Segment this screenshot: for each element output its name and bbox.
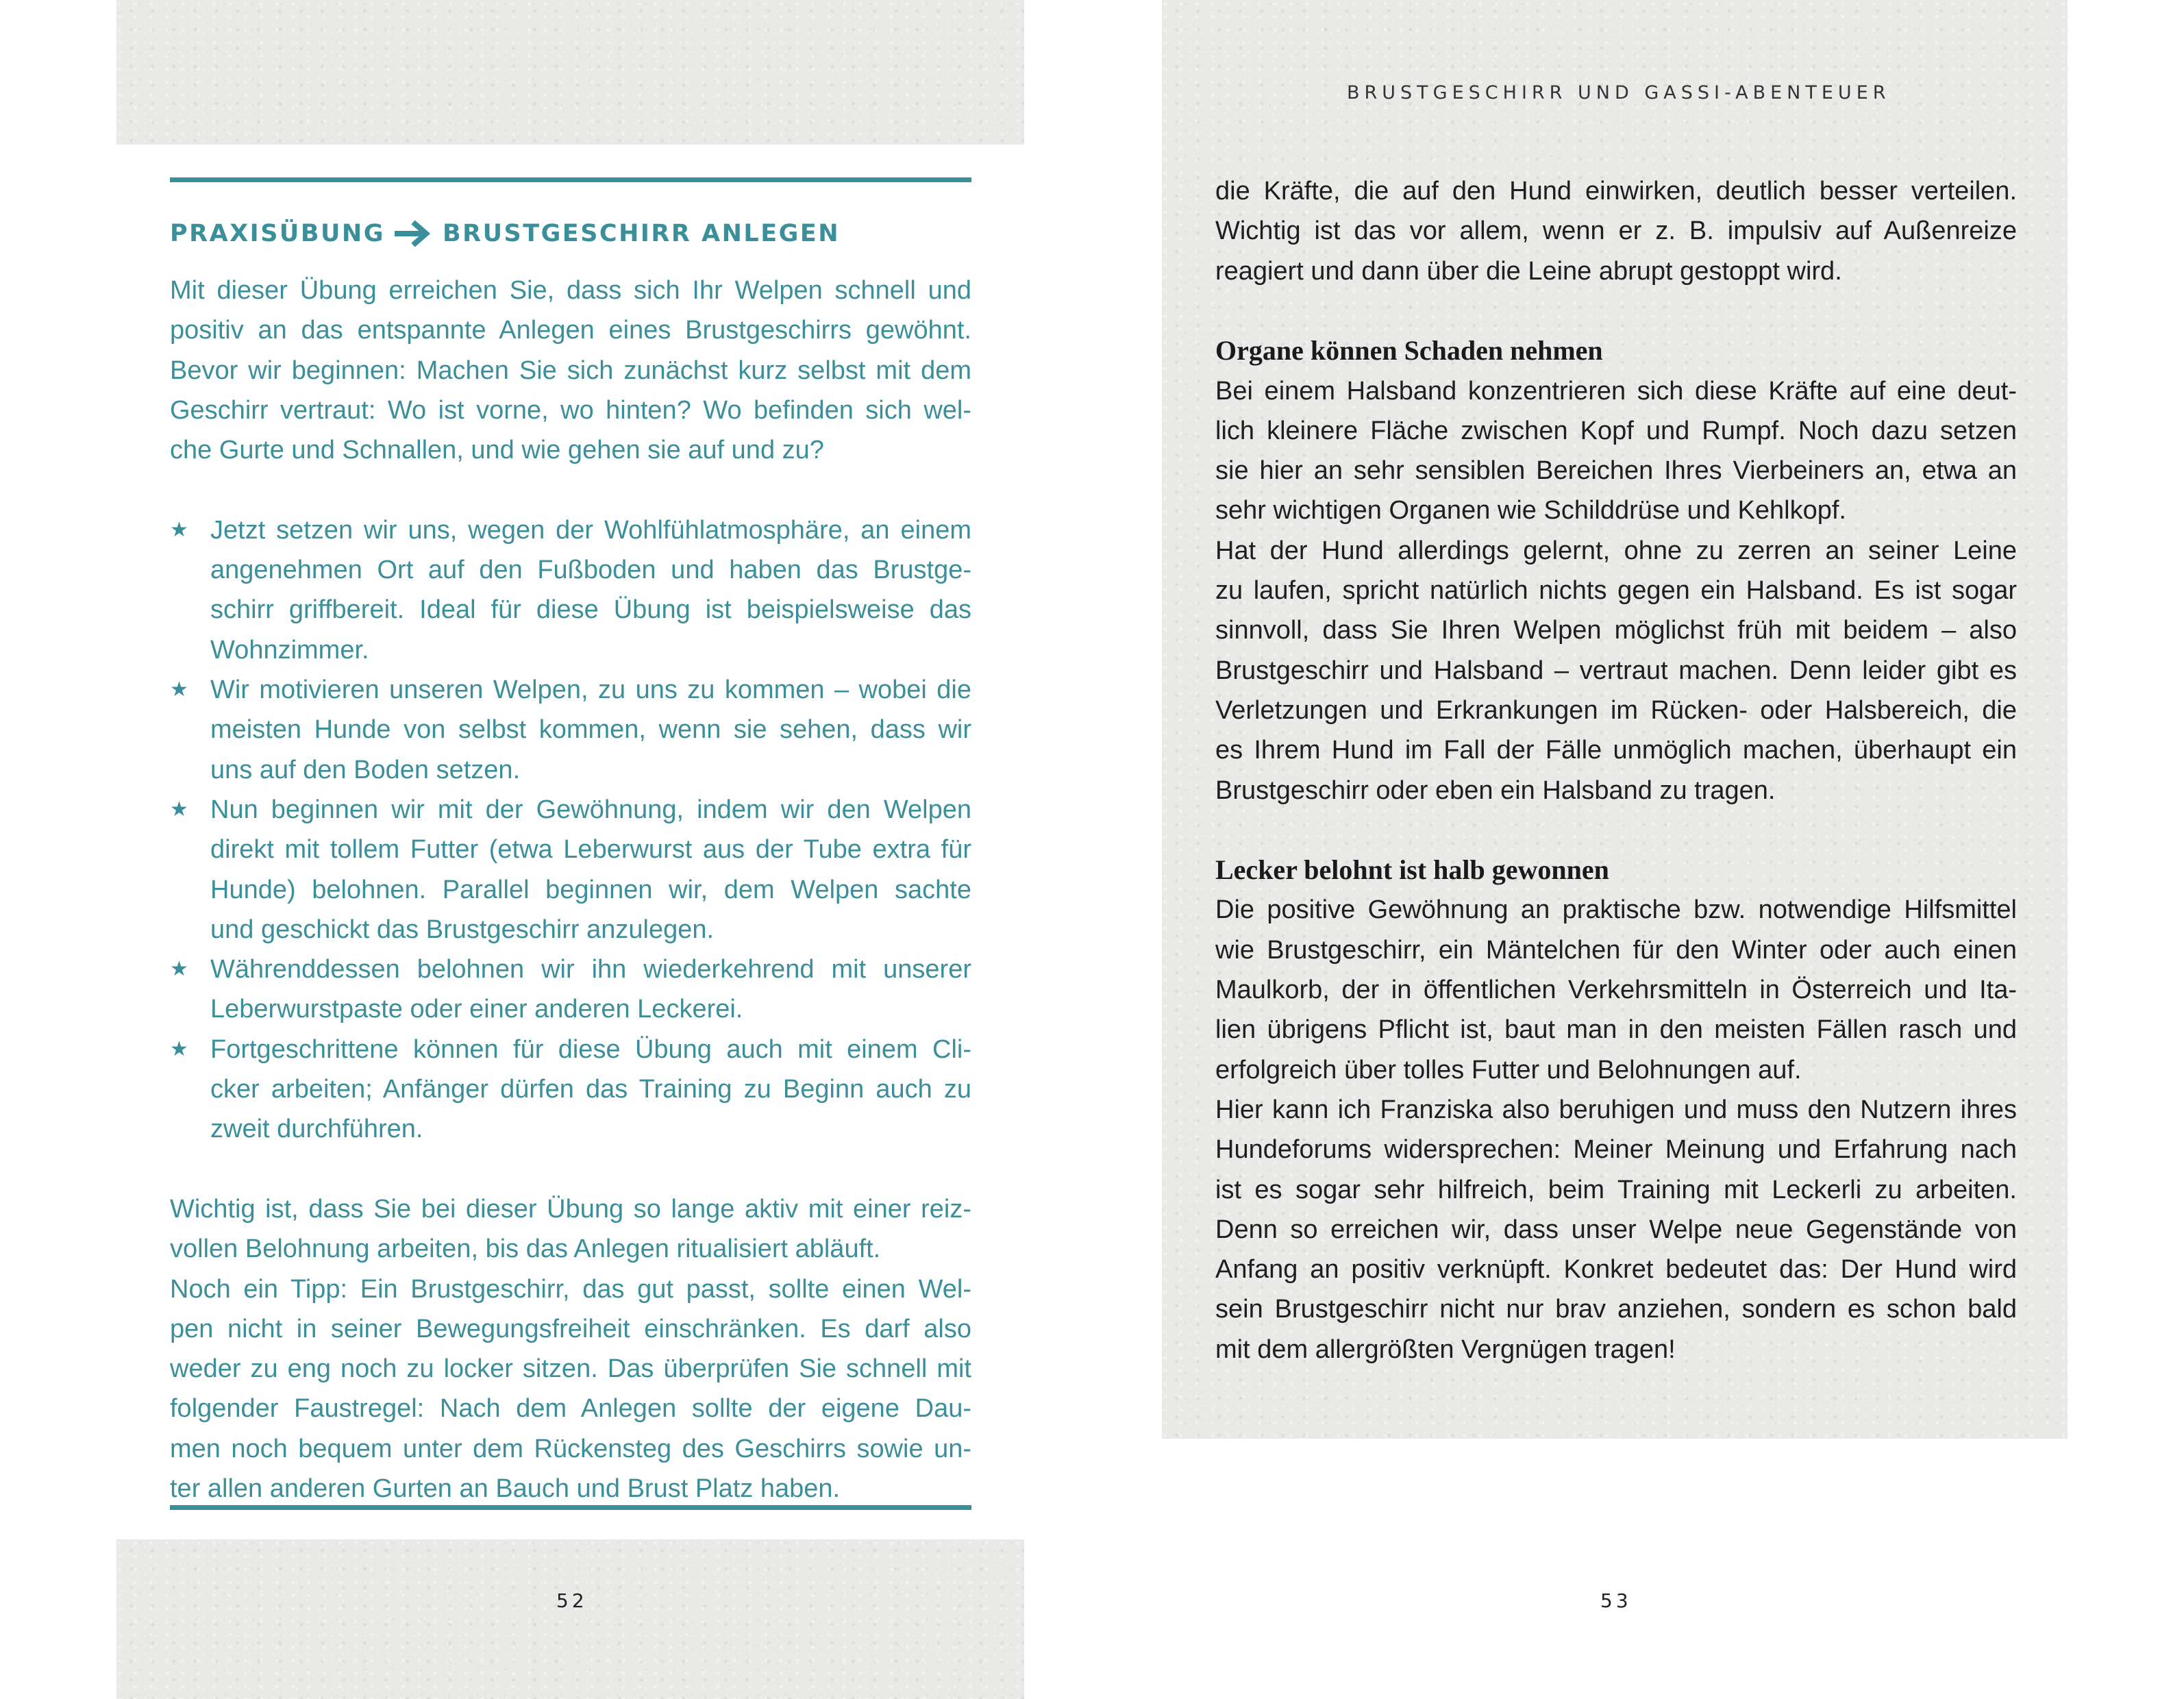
- right-page-body: [1215, 171, 2017, 1377]
- bullet-line: meisten Hunde von selbst kommen, wenn sie sehen, dass wir: [210, 715, 971, 745]
- body-line: es Ihrem Hund im Fall der Fälle unmöglich machen, überhaupt ein: [1215, 736, 2017, 765]
- star-icon: ★: [170, 517, 188, 542]
- bullet-line: und geschickt das Brustgeschirr anzulegen.: [210, 915, 715, 944]
- section-heading: Organe können Schaden nehmen: [1215, 335, 1603, 367]
- body-line: Brustgeschirr oder eben ein Halsband zu tragen.: [1215, 776, 1776, 805]
- intro-line: che Gurte und Schnallen, und wie gehen sie auf und zu?: [170, 436, 824, 465]
- practice-title: [170, 210, 971, 258]
- star-icon: ★: [170, 678, 188, 702]
- closing-line: vollen Belohnung arbeiten, bis das Anlegen ritualisiert abläuft.: [170, 1235, 881, 1264]
- bullet-line: Fortgeschrittene können für diese Übung auch mit einem Cli-: [210, 1034, 971, 1064]
- intro-line: positiv an das entspannte Anlegen eines Brustgeschirrs gewöhnt.: [170, 316, 971, 345]
- left-page-top-paper-band: [116, 0, 1024, 145]
- body-line: die Kräfte, die auf den Hund einwirken, deutlich besser verteilen.: [1215, 177, 2017, 206]
- closing-line: pen nicht in seiner Bewegungsfreiheit einschränken. Es darf also: [170, 1314, 971, 1343]
- body-line: lien übrigens Pflicht ist, baut man in den meisten Fällen rasch und: [1215, 1015, 2017, 1045]
- bullet-line: cker arbeiten; Anfänger dürfen das Training zu Beginn auch zu: [210, 1075, 971, 1104]
- body-line: Hier kann ich Franziska also beruhigen und muss den Nutzern ihres: [1215, 1095, 2017, 1124]
- bullet-line: Währenddessen belohnen wir ihn wiederkehrend mit unserer: [210, 955, 971, 984]
- practice-exercise-box: [170, 177, 971, 1510]
- closing-line: Noch ein Tipp: Ein Brustgeschirr, das gut passt, sollte einen Wel-: [170, 1274, 971, 1304]
- bullet-line: direkt mit tollem Futter (etwa Leberwurst aus der Tube extra für: [210, 835, 971, 865]
- bullet-line: uns auf den Boden setzen.: [210, 755, 521, 784]
- closing-line: weder zu eng noch zu locker sitzen. Das überprüfen Sie schnell mit: [170, 1354, 971, 1384]
- box-top-rule: [170, 177, 971, 182]
- star-icon: ★: [170, 797, 188, 821]
- bullet-line: schirr griffbereit. Ideal für diese Übung ist beispielsweise das: [210, 595, 971, 625]
- page-number-right: 53: [1600, 1589, 1632, 1612]
- body-line: Anfang an positiv verknüpft. Konkret bedeutet das: Der Hund wird: [1215, 1255, 2017, 1285]
- body-line: Maulkorb, der in öffentlichen Verkehrsmitteln in Österreich und Ita-: [1215, 976, 2017, 1004]
- body-line: wie Brustgeschirr, ein Mäntelchen für den Winter oder auch einen: [1215, 935, 2017, 965]
- body-line: sinnvoll, dass Sie Ihren Welpen möglichst früh mit beidem – also: [1215, 616, 2017, 645]
- intro-line: Geschirr vertraut: Wo ist vorne, wo hinten? Wo befinden sich wel-: [170, 395, 971, 425]
- body-line: mit dem allergrößten Vergnügen tragen!: [1215, 1335, 1676, 1364]
- body-line: reagiert und dann über die Leine abrupt gestoppt wird.: [1215, 256, 1842, 286]
- body-line: Verletzungen und Erkrankungen im Rücken- oder Halsbereich, die: [1215, 695, 2017, 725]
- closing-line: men noch bequem unter dem Rückensteg des Geschirrs sowie un-: [170, 1434, 971, 1463]
- bullet-line: Hunde) belohnen. Parallel beginnen wir, dem Welpen sachte: [210, 875, 971, 904]
- body-line: lich kleinere Fläche zwischen Kopf und Rumpf. Noch dazu setzen: [1215, 416, 2017, 445]
- intro-line: Mit dieser Übung erreichen Sie, dass sich Ihr Welpen schnell und: [170, 276, 971, 305]
- star-icon: ★: [170, 957, 188, 982]
- body-line: Die positive Gewöhnung an praktische bzw. notwendige Hilfsmittel: [1215, 895, 2017, 925]
- bullet-line: Jetzt setzen wir uns, wegen der Wohlfühlatmosphäre, an einem: [210, 515, 971, 545]
- bullet-line: Wir motivieren unseren Welpen, zu uns zu kommen – wobei die: [210, 675, 971, 704]
- bullet-line: Leberwurstpaste oder einer anderen Leckerei.: [210, 995, 743, 1024]
- body-line: Hat der Hund allerdings gelernt, ohne zu zerren an seiner Leine: [1215, 536, 2017, 565]
- running-head: BRUSTGESCHIRR UND GASSI-ABENTEUER: [1347, 82, 1891, 103]
- body-line: ist es sogar sehr hilfreich, beim Training mit Leckerli zu arbeiten.: [1215, 1175, 2017, 1204]
- body-line: Brustgeschirr und Halsband – vertraut machen. Denn leider gibt es: [1215, 656, 2017, 685]
- body-line: sein Brustgeschirr nicht nur brav anziehen, sondern es schon bald: [1215, 1295, 2017, 1324]
- bullet-line: Wohnzimmer.: [210, 635, 369, 665]
- closing-line: Wichtig ist, dass Sie bei dieser Übung so lange aktiv mit einer reiz-: [170, 1194, 971, 1224]
- box-bottom-rule: [170, 1505, 971, 1510]
- intro-line: Bevor wir beginnen: Machen Sie sich zunächst kurz selbst mit dem: [170, 356, 971, 385]
- left-page-bottom-paper-band: [116, 1539, 1024, 1699]
- body-line: zu laufen, spricht natürlich nichts gegen ein Halsband. Es ist sogar: [1215, 576, 2017, 605]
- page-number-left: 52: [556, 1589, 588, 1612]
- body-line: Bei einem Halsband konzentrieren sich diese Kräfte auf eine deut-: [1215, 376, 2017, 406]
- body-line: erfolgreich über tolles Futter und Belohnungen auf.: [1215, 1055, 1802, 1084]
- closing-line: ter allen anderen Gurten an Bauch und Brust Platz haben.: [170, 1474, 841, 1503]
- bullet-line: Nun beginnen wir mit der Gewöhnung, indem wir den Welpen: [210, 795, 971, 824]
- practice-title-topic: BRUSTGESCHIRR ANLEGEN: [442, 220, 841, 247]
- section-heading: Lecker belohnt ist halb gewonnen: [1215, 854, 1609, 886]
- body-line: Denn so erreichen wir, dass unser Welpe neue Gegenstände von: [1215, 1215, 2017, 1244]
- body-line: Wichtig ist das vor allem, wenn er z. B. impulsiv auf Außenreize: [1215, 216, 2017, 246]
- body-line: sie hier an sehr sensiblen Bereichen Ihres Vierbeiners an, etwa an: [1215, 456, 2017, 486]
- bullet-line: angenehmen Ort auf den Fußboden und haben das Brustge-: [210, 556, 971, 585]
- closing-line: folgender Faustregel: Nach dem Anlegen sollte der eigene Dau-: [170, 1394, 971, 1424]
- star-icon: ★: [170, 1037, 188, 1061]
- bullet-line: zweit durchführen.: [210, 1115, 423, 1144]
- body-line: sehr wichtigen Organen wie Schilddrüse und Kehlkopf.: [1215, 496, 1846, 525]
- body-line: Hundeforums widersprechen: Meiner Meinung und Erfahrung nach: [1215, 1135, 2017, 1165]
- practice-title-label: PRAXISÜBUNG: [170, 220, 385, 247]
- arrow-right-icon: [395, 221, 434, 247]
